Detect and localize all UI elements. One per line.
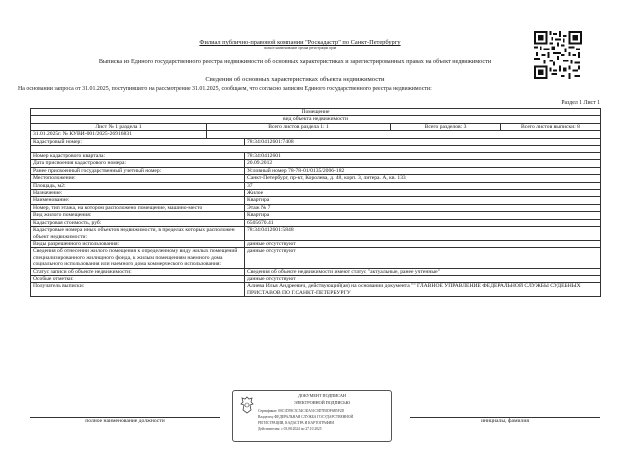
row-value: 20.09.2012 [245, 160, 601, 167]
row-label: Сведения об отнесении жилого помещения к определенному виду жилых помещений специализированного жилищного фонда, к жилым помещениям наемного дома социального использования или наемного дома коммерческого использования: [31, 248, 245, 268]
cadastral-number-value: 78:34:0412601:7408 [245, 138, 601, 145]
row-value: Квартира [245, 212, 601, 219]
row-label: Ранее присвоенный государственный учетный номер: [31, 167, 245, 174]
coat-of-arms-icon [240, 396, 254, 414]
table-row [31, 219, 601, 226]
row-value: Условный номер 78-78-01/0135/2006-182 [245, 167, 601, 174]
total-sheets-extract: Всего листов выписки: 8 [501, 123, 601, 130]
row-value: 6505670.41 [245, 219, 601, 226]
row-label: Кадастровые номера иных объектов недвижимости, в пределах которых расположен объект недвижимости: [31, 227, 245, 241]
cadastral-number-label: Кадастровый номер: [31, 138, 245, 145]
object-kind: Помещение [31, 109, 601, 116]
row-value: Этаж № 7 [245, 204, 601, 211]
total-sheets-section: Всего листов раздела 1: 1 [207, 123, 391, 130]
stamp-title-1: ДОКУМЕНТ ПОДПИСАН [298, 393, 346, 398]
row-label: Площадь, м2: [31, 182, 245, 189]
organization-caption: полное наименование органа регистрации прав [263, 46, 337, 50]
row-value: Сведения об объекте недвижимости имеют статус "актуальные, ранее учтенные" [245, 268, 601, 275]
row-label: Вид жилого помещения: [31, 212, 245, 219]
position-caption: полное наименование должности [85, 418, 165, 424]
extract-heading: Выписка из Единого государственного реестра недвижимости об основных характеристиках и зарегистрированных правах на объект недвижимости [98, 58, 492, 65]
document-title: Сведения об основных характеристиках объекта недвижимости [205, 76, 385, 83]
stamp-line: Владелец: ФЕДЕРАЛЬНАЯ СЛУЖБА ГОСУДАРСТВЕННОЙ [258, 415, 354, 419]
row-value: 78:34:0412601 [245, 153, 601, 160]
table-row [31, 283, 601, 297]
table-row [31, 182, 601, 189]
row-label: Дата присвоения кадастрового номера: [31, 160, 245, 167]
sheet-number: Лист № 1 раздела 1 [31, 123, 207, 130]
table-row [31, 160, 601, 167]
row-value: Квартира [245, 197, 601, 204]
stamp-line: РЕГИСТРАЦИИ, КАДАСТРА И КАРТОГРАФИИ [258, 421, 334, 425]
row-label: Номер кадастрового квартала: [31, 153, 245, 160]
row-label: Назначение: [31, 190, 245, 197]
row-label: Наименование: [31, 197, 245, 204]
row-value: данные отсутствуют [245, 240, 601, 247]
table-row [31, 153, 601, 160]
stamp-line: Действителен: с 03.08.2024 по 27.10.2025 [258, 427, 322, 431]
total-sections: Всего разделов: 3 [391, 123, 501, 130]
row-value: данные отсутствуют [245, 248, 601, 268]
row-label: Получатель выписки: [31, 283, 245, 297]
organization-name: Филиал публично-правовой компании "Роскадастр" по Санкт-Петербургу [199, 39, 401, 46]
table-row [31, 175, 601, 182]
section-reference: Раздел 1 Лист 1 [561, 100, 600, 106]
stamp-title-2: ЭЛЕКТРОННОЙ ПОДПИСЬЮ [293, 400, 351, 405]
row-label: Местоположение: [31, 175, 245, 182]
date-number: 31.01.2025г. № КУВИ-001/2025-26916831 [31, 131, 207, 138]
table-row [31, 204, 601, 211]
object-kind-caption: вид объекта недвижимости [31, 116, 601, 123]
stamp-line: Сертификат: 00C1D59C3C54C30A51C0D7E0DF6B5F2D [258, 409, 345, 413]
request-line: На основании запроса от 31.01.2025, поступившего на рассмотрение 31.01.2025, сообщаем, что согласно записям Единого государственного реестра недвижимости: [18, 86, 432, 92]
table-row [31, 167, 601, 174]
row-value: Жилое [245, 190, 601, 197]
qr-code-icon [534, 31, 582, 79]
table-row [31, 197, 601, 204]
table-row [31, 212, 601, 219]
row-value: Алиева Илья Андреевич, действующий(ая) на основании документа "" ГЛАВНОЕ УПРАВЛЕНИЕ ФЕДЕРАЛЬНОЙ СЛУЖБЫ СУДЕБНЫХ ПРИСТАВОВ ПО Г.САНКТ-ПЕТЕРБУРГУ [245, 283, 601, 297]
table-row [31, 190, 601, 197]
table-row [31, 248, 601, 268]
row-value: 78:34:0412601:5848 [245, 227, 601, 241]
object-details-table [30, 108, 601, 297]
table-row [31, 275, 601, 282]
row-value: Санкт-Петербург, пр-кт, Королева, д. 48, корп. 3, литера. А, кв. 133 [245, 175, 601, 182]
table-row [31, 227, 601, 241]
row-label: Статус записи об объекте недвижимости: [31, 268, 245, 275]
row-label: Виды разрешенного использования: [31, 240, 245, 247]
date-number-blank [207, 131, 601, 138]
row-label: Номер, тип этажа, на котором расположено помещение, машино-место [31, 204, 245, 211]
name-caption: инициалы, фамилия [481, 418, 529, 424]
row-value: данные отсутствуют [245, 275, 601, 282]
row-label: Особые отметки: [31, 275, 245, 282]
table-row [31, 268, 601, 275]
spacer-row [31, 146, 601, 153]
row-label: Кадастровая стоимость, руб: [31, 219, 245, 226]
row-value: 37 [245, 182, 601, 189]
table-row [31, 240, 601, 247]
